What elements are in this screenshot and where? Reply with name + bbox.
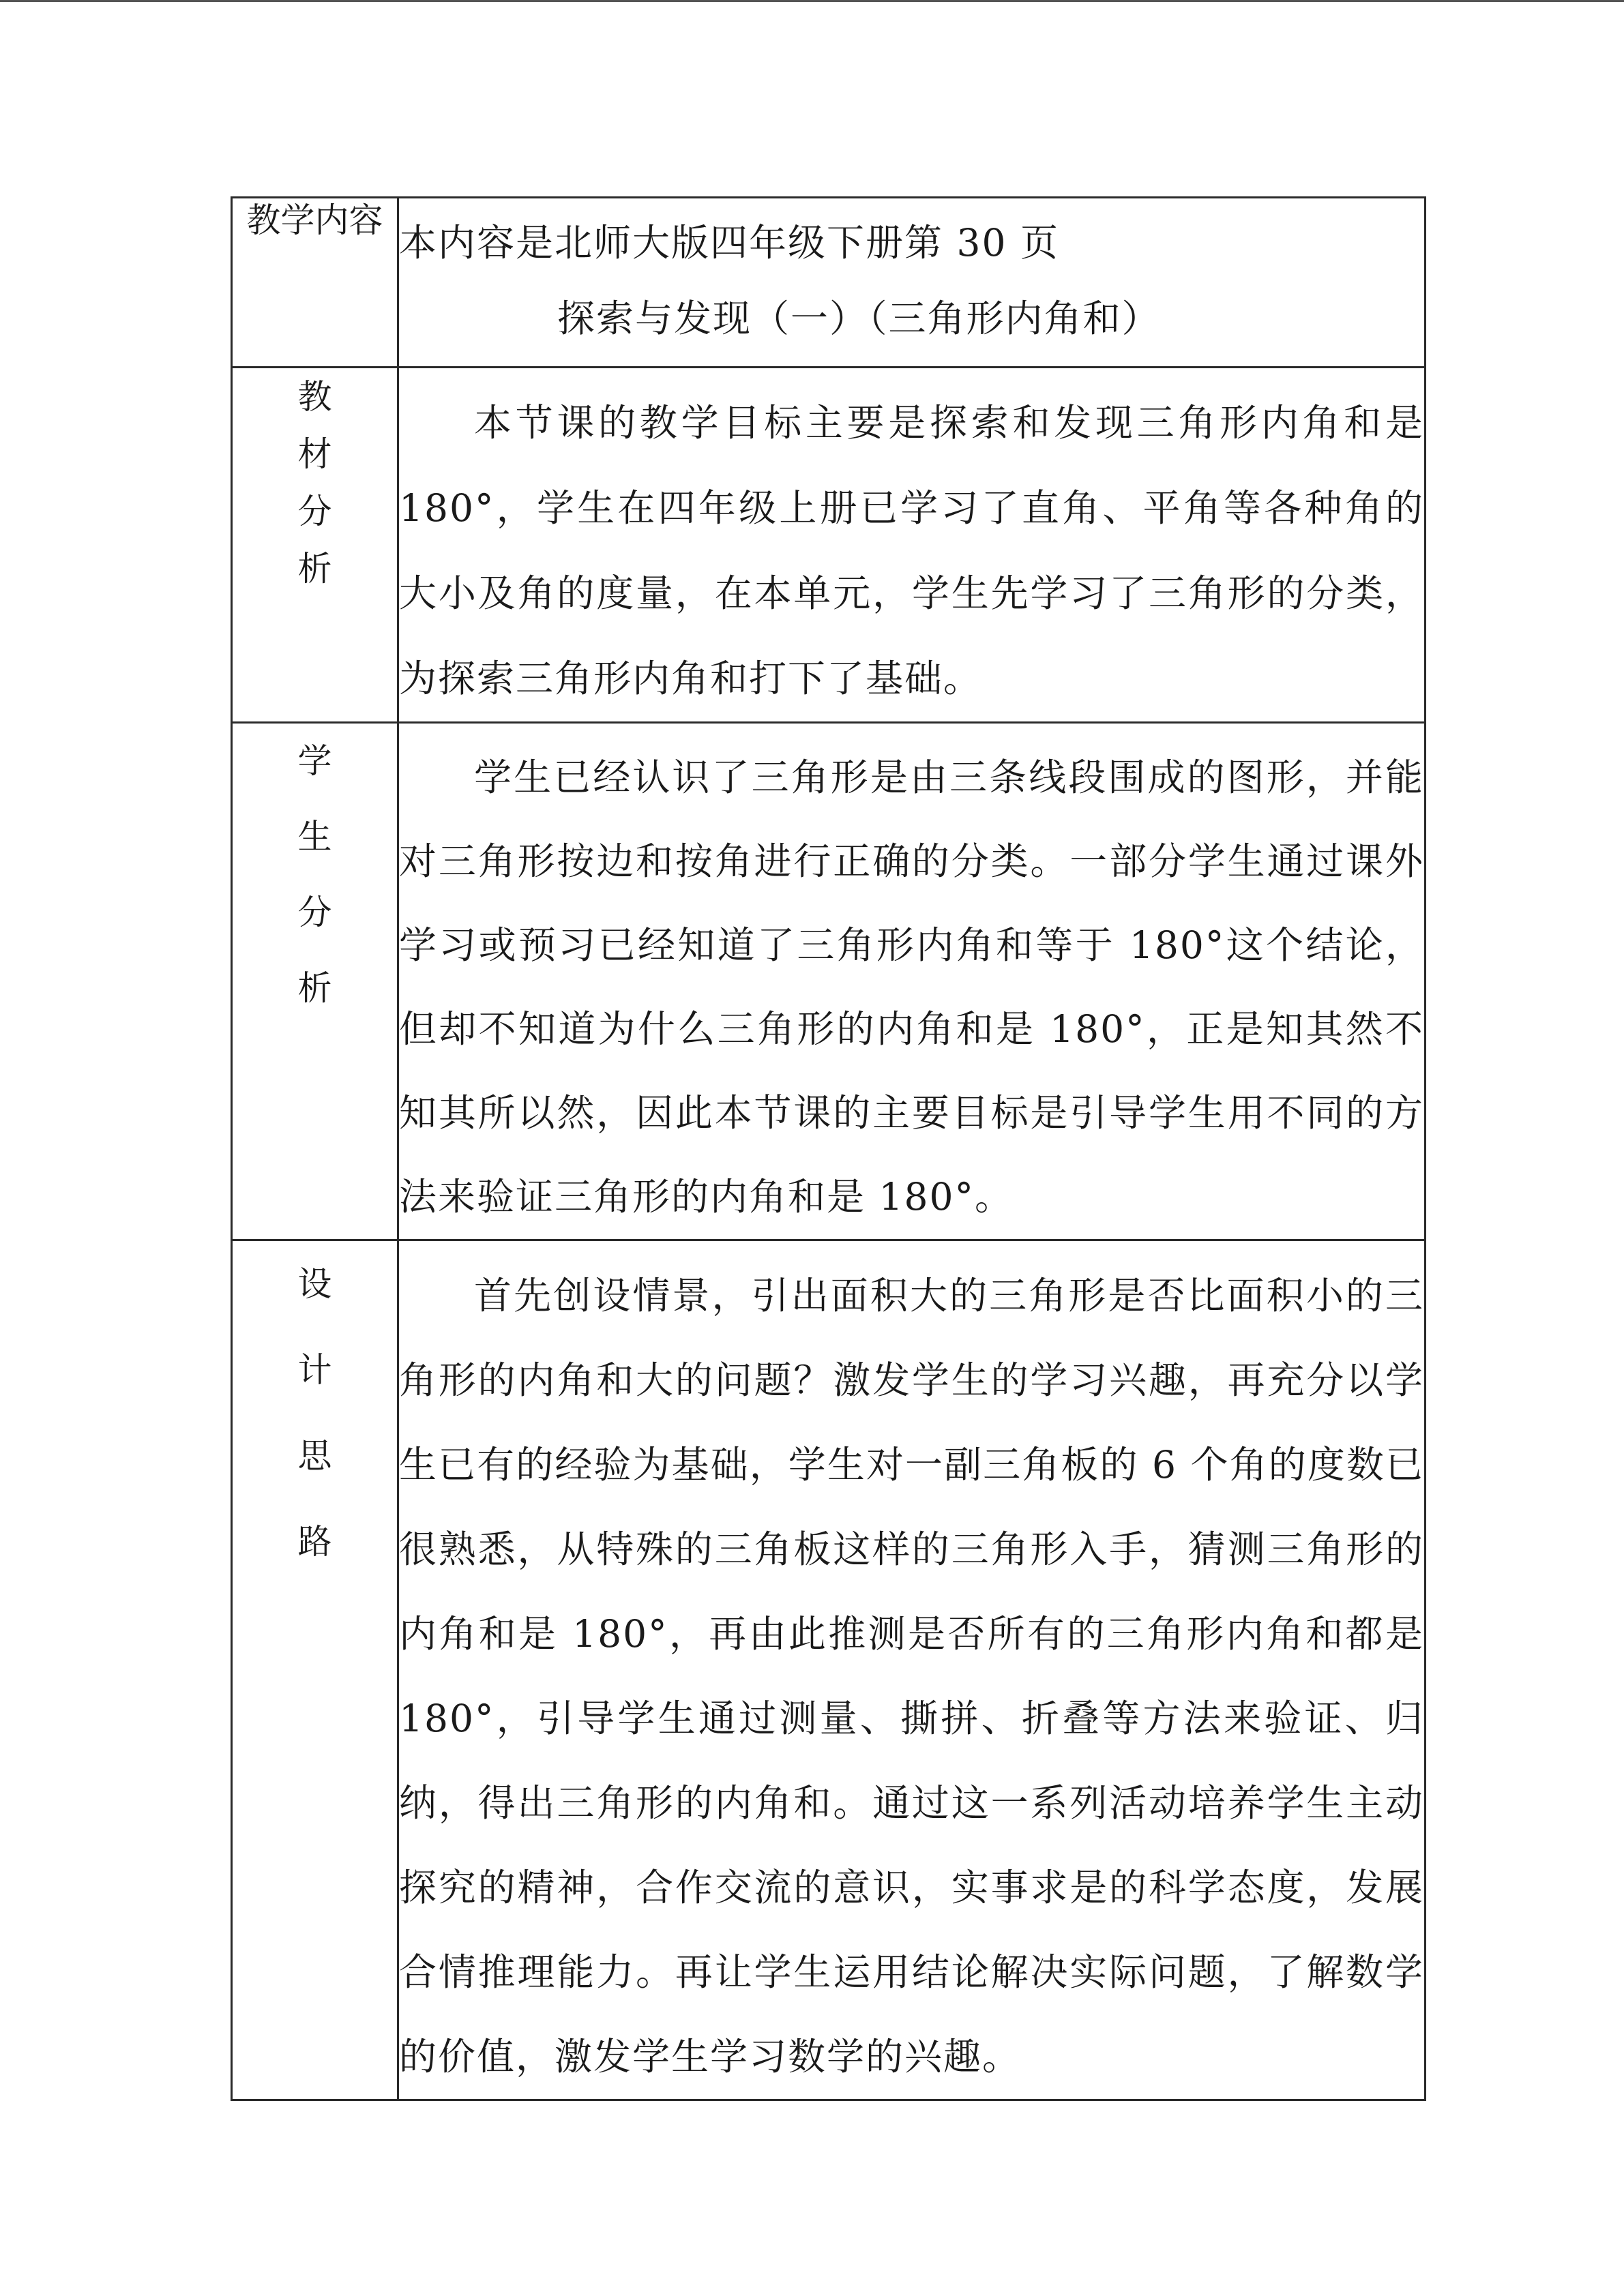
- label-char: 思: [297, 1436, 332, 1476]
- table-row-student-analysis: [232, 723, 1426, 1240]
- lesson-plan-table: [231, 196, 1426, 2101]
- paragraph-textbook-analysis: 本节课的教学目标主要是探索和发现三角形内角和是180°，学生在四年级上册已学习了直角、平角等各种角的大小及角的度量，在本单元，学生先学习了三角形的分类，为探索三角形内角和打下了基础。: [399, 401, 1424, 700]
- label-student-analysis: [232, 723, 398, 1240]
- page-top-border: [0, 0, 1624, 2]
- label-char: 分: [297, 492, 332, 531]
- label-char: 材: [297, 434, 332, 474]
- content-source-line: 本内容是北师大版四年级下册第 30 页: [399, 221, 1059, 265]
- table-row-design-approach: [232, 1240, 1426, 2100]
- label-char: 学: [297, 741, 332, 781]
- label-char: 析: [297, 549, 332, 588]
- label-char: 设: [297, 1264, 332, 1304]
- label-textbook-analysis: [232, 368, 398, 723]
- paragraph-student-analysis: 学生已经认识了三角形是由三条线段围成的图形，并能对三角形按边和按角进行正确的分类。一部分学生通过课外学习或预习已经知道了三角形内角和等于 180°这个结论，但却不知道为什么三角形的内角和是 180°，正是知其然不知其所以然，因此本节课的主要目标是引导学生用不同的方法来验证三角形的内角和是 180°。: [399, 756, 1424, 1219]
- content-topic-line: 探索与发现（一）（三角形内角和）: [557, 297, 1161, 340]
- table-row-textbook-analysis: [232, 368, 1426, 723]
- label-char: 分: [297, 893, 332, 932]
- content-teaching-content: [398, 198, 1426, 368]
- label-char: 教: [297, 377, 332, 417]
- label-teaching-content: 教学内容: [232, 198, 398, 368]
- paragraph-design-approach: 首先创设情景，引出面积大的三角形是否比面积小的三角形的内角和大的问题？激发学生的学习兴趣，再充分以学生已有的经验为基础，学生对一副三角板的 6 个角的度数已很熟悉，从特殊的三角板这样的三角形入手，猜测三角形的内角和是 180°，再由此推测是否所有的三角形内角和都是180°，引导学生通过测量、撕拼、折叠等方法来验证、归纳，得出三角形的内角和。通过这一系列活动培养学生主动探究的精神，合作交流的意识，实事求是的科学态度，发展合情推理能力。再让学生运用结论解决实际问题，了解数学的价值，激发学生学习数学的兴趣。: [399, 1274, 1424, 2078]
- label-char: 路: [297, 1522, 332, 1562]
- content-student-analysis: [398, 723, 1426, 1240]
- label-char: 生: [297, 817, 332, 856]
- content-textbook-analysis: [398, 368, 1426, 723]
- content-design-approach: [398, 1240, 1426, 2100]
- label-char: 析: [297, 968, 332, 1008]
- label-char: 计: [297, 1350, 332, 1390]
- table-row-teaching-content: [232, 198, 1426, 368]
- label-design-approach: [232, 1240, 398, 2100]
